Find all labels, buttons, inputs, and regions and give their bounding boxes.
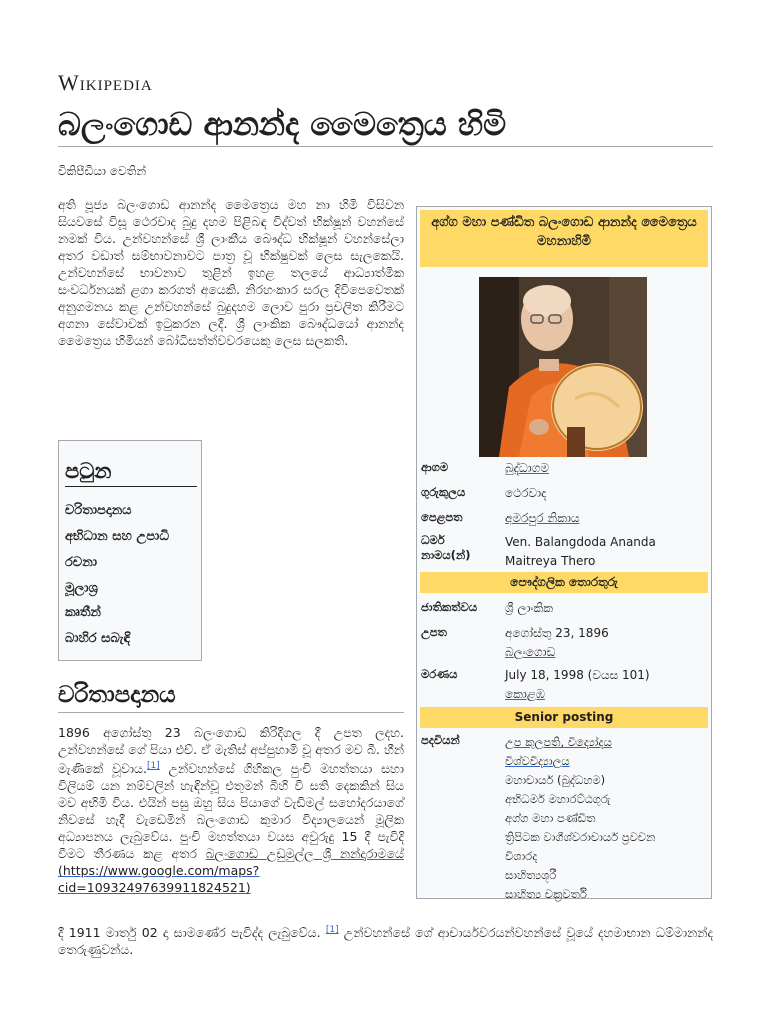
- site-sub: විකිපීඩියා වෙතින්: [58, 164, 147, 178]
- table-of-contents: [58, 440, 202, 661]
- title-item: ත්‍රිපිටක වාගීශ්වරාචාර්ය ප්‍රවචන: [505, 830, 656, 844]
- section-heading-biography: චරිතාපදානය: [58, 680, 404, 713]
- portrait-image[interactable]: [479, 277, 647, 457]
- toc-item-books[interactable]: කෘතීන්: [65, 605, 101, 620]
- bio-tail-text-2: උන්වහන්සේ ගේ ආචාර්යවරයන්වහන්සේ වූයේ දහමාභාන ධම්මානන්ද තෙරුණුවන්ය.: [58, 925, 713, 958]
- infobox-row-nationality: [421, 600, 709, 622]
- maps-link[interactable]: (https://www.google.com/maps?cid=10932497639911824521): [58, 863, 260, 896]
- title-item[interactable]: උප කුලපති, විද්‍යෝදය: [505, 735, 612, 749]
- toc-item-titles[interactable]: අභිධාන සහ උපාධි: [65, 529, 169, 544]
- infobox-header-personal: පෞද්ගලික තොරතුරු: [420, 572, 708, 593]
- biography-tail: [58, 922, 713, 958]
- value-religion-link[interactable]: බුද්ධාගම: [505, 461, 549, 475]
- toc-item-works[interactable]: රචනා: [65, 555, 98, 570]
- infobox-title: අග්ග මහා පණ්ඩිත බලංගොඩ ආනන්ද මෛත්‍රෙය මහනාහිමි: [420, 210, 708, 267]
- infobox-row-titles: [421, 733, 709, 903]
- label-dharma-name: ධර්ම නාමය(න්): [421, 533, 471, 562]
- bio-tail-text: දී 1911 මාර්තු 02 දා සාමණේර පැවිද්ද ලැබුවේය.: [58, 925, 321, 941]
- title-item: විශාරද: [505, 849, 538, 863]
- infobox-header-senior: Senior posting: [420, 707, 708, 728]
- toc-item-biography[interactable]: චරිතාපදානය: [65, 503, 132, 518]
- infobox-row-birth: [421, 625, 709, 665]
- wikipedia-wordmark[interactable]: Wikipedia: [58, 70, 153, 95]
- value-birth-date: අගෝස්තු 23, 1896: [505, 626, 609, 640]
- value-death-place-link[interactable]: කොළඹ: [505, 687, 545, 701]
- titles-list: [505, 733, 709, 904]
- value-lineage-link[interactable]: අමරපුර නිකාය: [505, 511, 580, 525]
- value-school: ථෙරවාද: [505, 486, 547, 500]
- infobox-row-lineage: [421, 510, 709, 532]
- label-religion: ආගම: [421, 460, 449, 474]
- infobox-row-school: [421, 485, 709, 507]
- title-item: අග්ග මහා පණ්ඩිත: [505, 811, 596, 825]
- infobox-row-religion: [421, 460, 709, 482]
- toc-title: පටුන: [65, 459, 197, 487]
- biography-paragraph: [58, 724, 404, 896]
- infobox-row-death: [421, 667, 709, 707]
- bio-text-2: උන්වහන්සේ ගිහිකල පුංචි මහත්තයා සහා විලියම් යන නම්වලින් හැඳින්වූ එතුමන් බිහි වී සති දෙකකින් සිය මව අභිමි විය. එයින් පසු ඔහු සිය පියාගේ වැඩිමල් සහෝදරයාගේ නිවසේ හැදී වැඩෙමින් බලංගොඩ කුමාර විද්‍යාලයෙන් මූලික අධ්‍යාපනය ලැබුවේය. පුංචි මහත්තයා වයස අවුරුදු 15 දී පැවිදි වීමට තීරණය කළ අතර: [58, 761, 405, 862]
- lead-text: අති පූජ්‍ය බලංගොඩ ආනන්ද මෛත්‍රෙය මහ නා හිමි විසිවන සියවසේ විසූ ථෙරවාද බුදු දහම පිළිබඳ විද්වත් භික්ෂූන් වහන්සේ නමක් විය. උන්වහන්සේ ශ්‍රී ලාංකීය බෞද්ධ භික්ෂූන් වහන්සේලා අතර වඩාත් සම්භාවනාවට පාත්‍ර වූ භික්ෂුවක් ලෙස සැලකෙයි. උන්වහන්සේ භාවනාව තුළින් ඉහළ තලයේ ආධ්‍යාත්මික සංවර්ධනයක් ළගා කරගත් අයෙකි. නිරහංකාර සරල දිවිපෙවෙතක් අනුගමනය කළ උන්වහන්සේ බුදුදහම ලොව පුරා ප්‍රචලිත කිරීමට අගනා සේවාවක් ඉටුකරන ලදී. ශ්‍රී ලාංකික බෞද්ධයෝ ආනන්ද මෛත්‍රෙය හිමියන් බෝධිසත්ත්වවරයෙකු ලෙස සලකති.: [58, 197, 404, 348]
- title-item: සාහිත්‍ය චක්‍රවර්ති: [505, 887, 587, 901]
- label-death: මරණය: [421, 667, 458, 681]
- label-titles: පදවියන්: [421, 733, 460, 747]
- toc-item-references[interactable]: මූලාශ්‍ර: [65, 581, 98, 596]
- value-dharma-name: Ven. Balangdoda Ananda Maitreya Thero: [505, 535, 656, 568]
- label-nationality: ජාතිකත්වය: [421, 600, 478, 614]
- page-title: බලංගොඩ ආනන්ද මෛත්‍රෙය හිමි: [58, 104, 713, 147]
- temple-link[interactable]: බලංගොඩ උඩුමුල්ල ශ්‍රී නන්දාරාමයේ: [205, 846, 405, 862]
- value-death-date: July 18, 1998 (වයස 101): [505, 668, 650, 682]
- portrait-illustration: [479, 277, 647, 457]
- citation-1[interactable]: [1]: [147, 761, 160, 771]
- toc-item-external-links[interactable]: බාහිර සබැඳි: [65, 631, 131, 646]
- title-item: සාහිත්‍යශූරී: [505, 868, 557, 882]
- infobox: [416, 206, 712, 899]
- label-birth: උපත: [421, 625, 447, 639]
- title-item: මහාචාර්ය (බුද්ධහම): [505, 773, 606, 787]
- bio-text: 1896 අගෝස්තු 23 බලංගොඩ කිරිදිගල දී උපත ලදහ. උන්වහන්සේ ගේ පියා එච්. ඒ මැතිස් අප්පුහාමි වූ අතර මව බී. හීන් මැණිකේ වූවාය.: [58, 725, 404, 777]
- citation-2[interactable]: [1]: [325, 925, 339, 935]
- label-school: ගුරුකුලය: [421, 485, 466, 499]
- value-birth-place-link[interactable]: බලංගොඩ: [505, 645, 556, 659]
- title-item[interactable]: විශ්වවිද්‍යාලය: [505, 754, 570, 768]
- infobox-row-dharma-name: [421, 533, 709, 573]
- value-nationality: ශ්‍රී ලාංකික: [505, 601, 554, 615]
- lead-paragraph: [58, 196, 404, 349]
- label-lineage: පෙළපත: [421, 510, 463, 524]
- title-item: අභිධර්ම මහාරට්ඨගුරු: [505, 792, 611, 806]
